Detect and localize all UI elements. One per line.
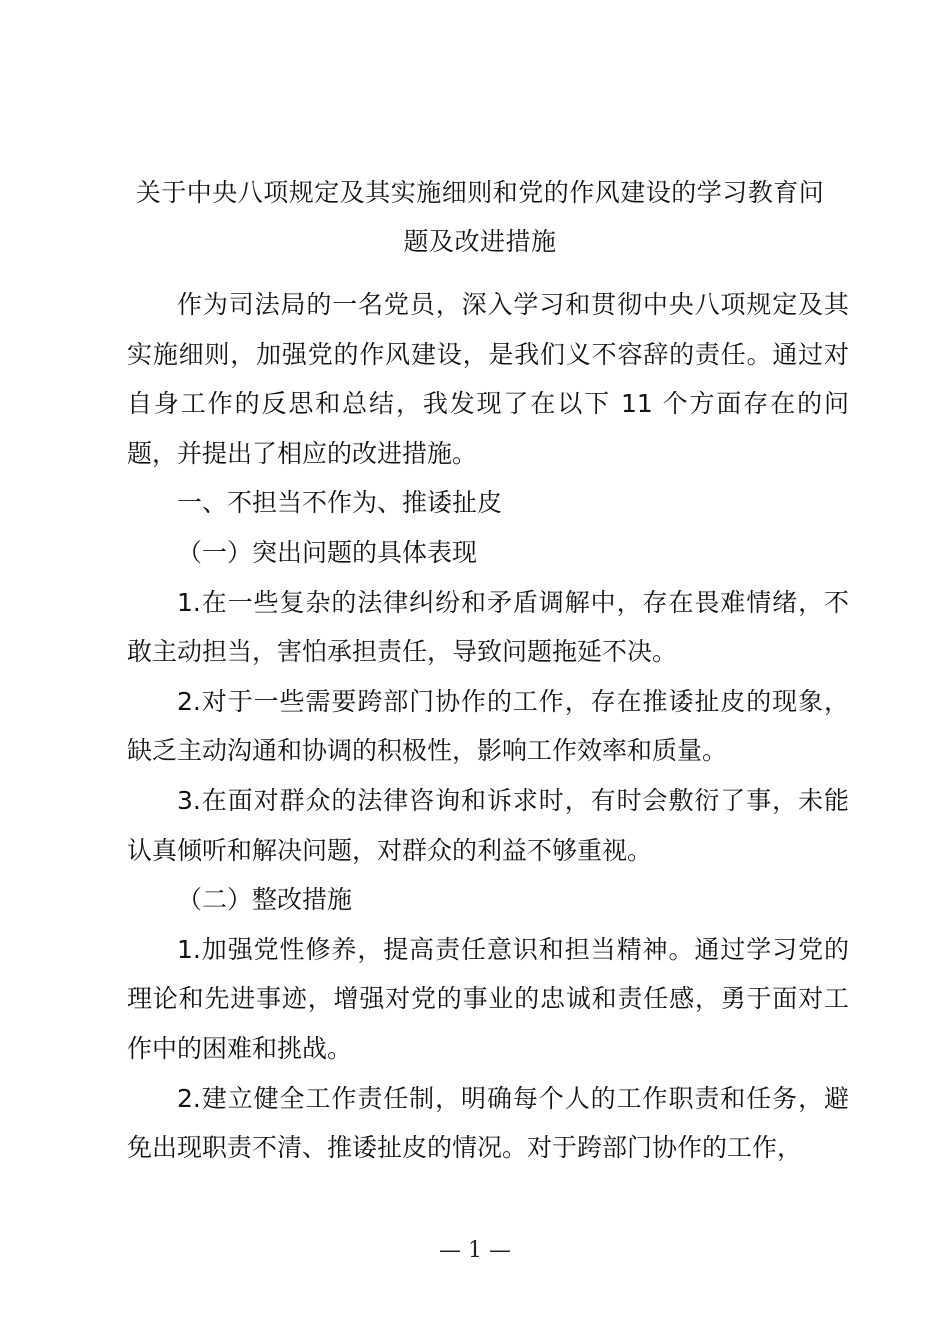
subsection-heading-2: （二）整改措施	[177, 885, 353, 915]
section-heading-1: 一、不担当不作为、推诿扯皮	[177, 488, 503, 518]
document-body	[127, 280, 849, 1173]
list-item: 3.在面对群众的法律咨询和诉求时，有时会敷衍了事，未能认真倾听和解决问题，对群众的利益不够重视。	[127, 785, 849, 865]
document-title	[127, 168, 833, 266]
list-item: 2.建立健全工作责任制，明确每个人的工作职责和任务，避免出现职责不清、推诿扯皮的情况。对于跨部门协作的工作，	[127, 1083, 849, 1163]
list-item: 2.对于一些需要跨部门协作的工作，存在推诿扯皮的现象，缺乏主动沟通和协调的积极性，影响工作效率和质量。	[127, 686, 849, 766]
title-line-2: 题及改进措施	[403, 227, 557, 256]
title-line-1: 关于中央八项规定及其实施细则和党的作风建设的学习教育问	[135, 178, 825, 207]
list-item: 1.在一些复杂的法律纠纷和矛盾调解中，存在畏难情绪，不敢主动担当，害怕承担责任，导致问题拖延不决。	[127, 587, 849, 667]
page-number: — 1 —	[439, 1238, 511, 1263]
list-item: 1.加强党性修养，提高责任意识和担当精神。通过学习党的理论和先进事迹，增强对党的事业的忠诚和责任感，勇于面对工作中的困难和挑战。	[127, 934, 849, 1063]
paragraph-intro: 作为司法局的一名党员，深入学习和贯彻中央八项规定及其实施细则，加强党的作风建设，是我们义不容辞的责任。通过对自身工作的反思和总结，我发现了在以下 11 个方面存在的问题，并提出了相应的改进措施。	[127, 290, 849, 468]
subsection-heading-1: （一）突出问题的具体表现	[177, 537, 478, 567]
